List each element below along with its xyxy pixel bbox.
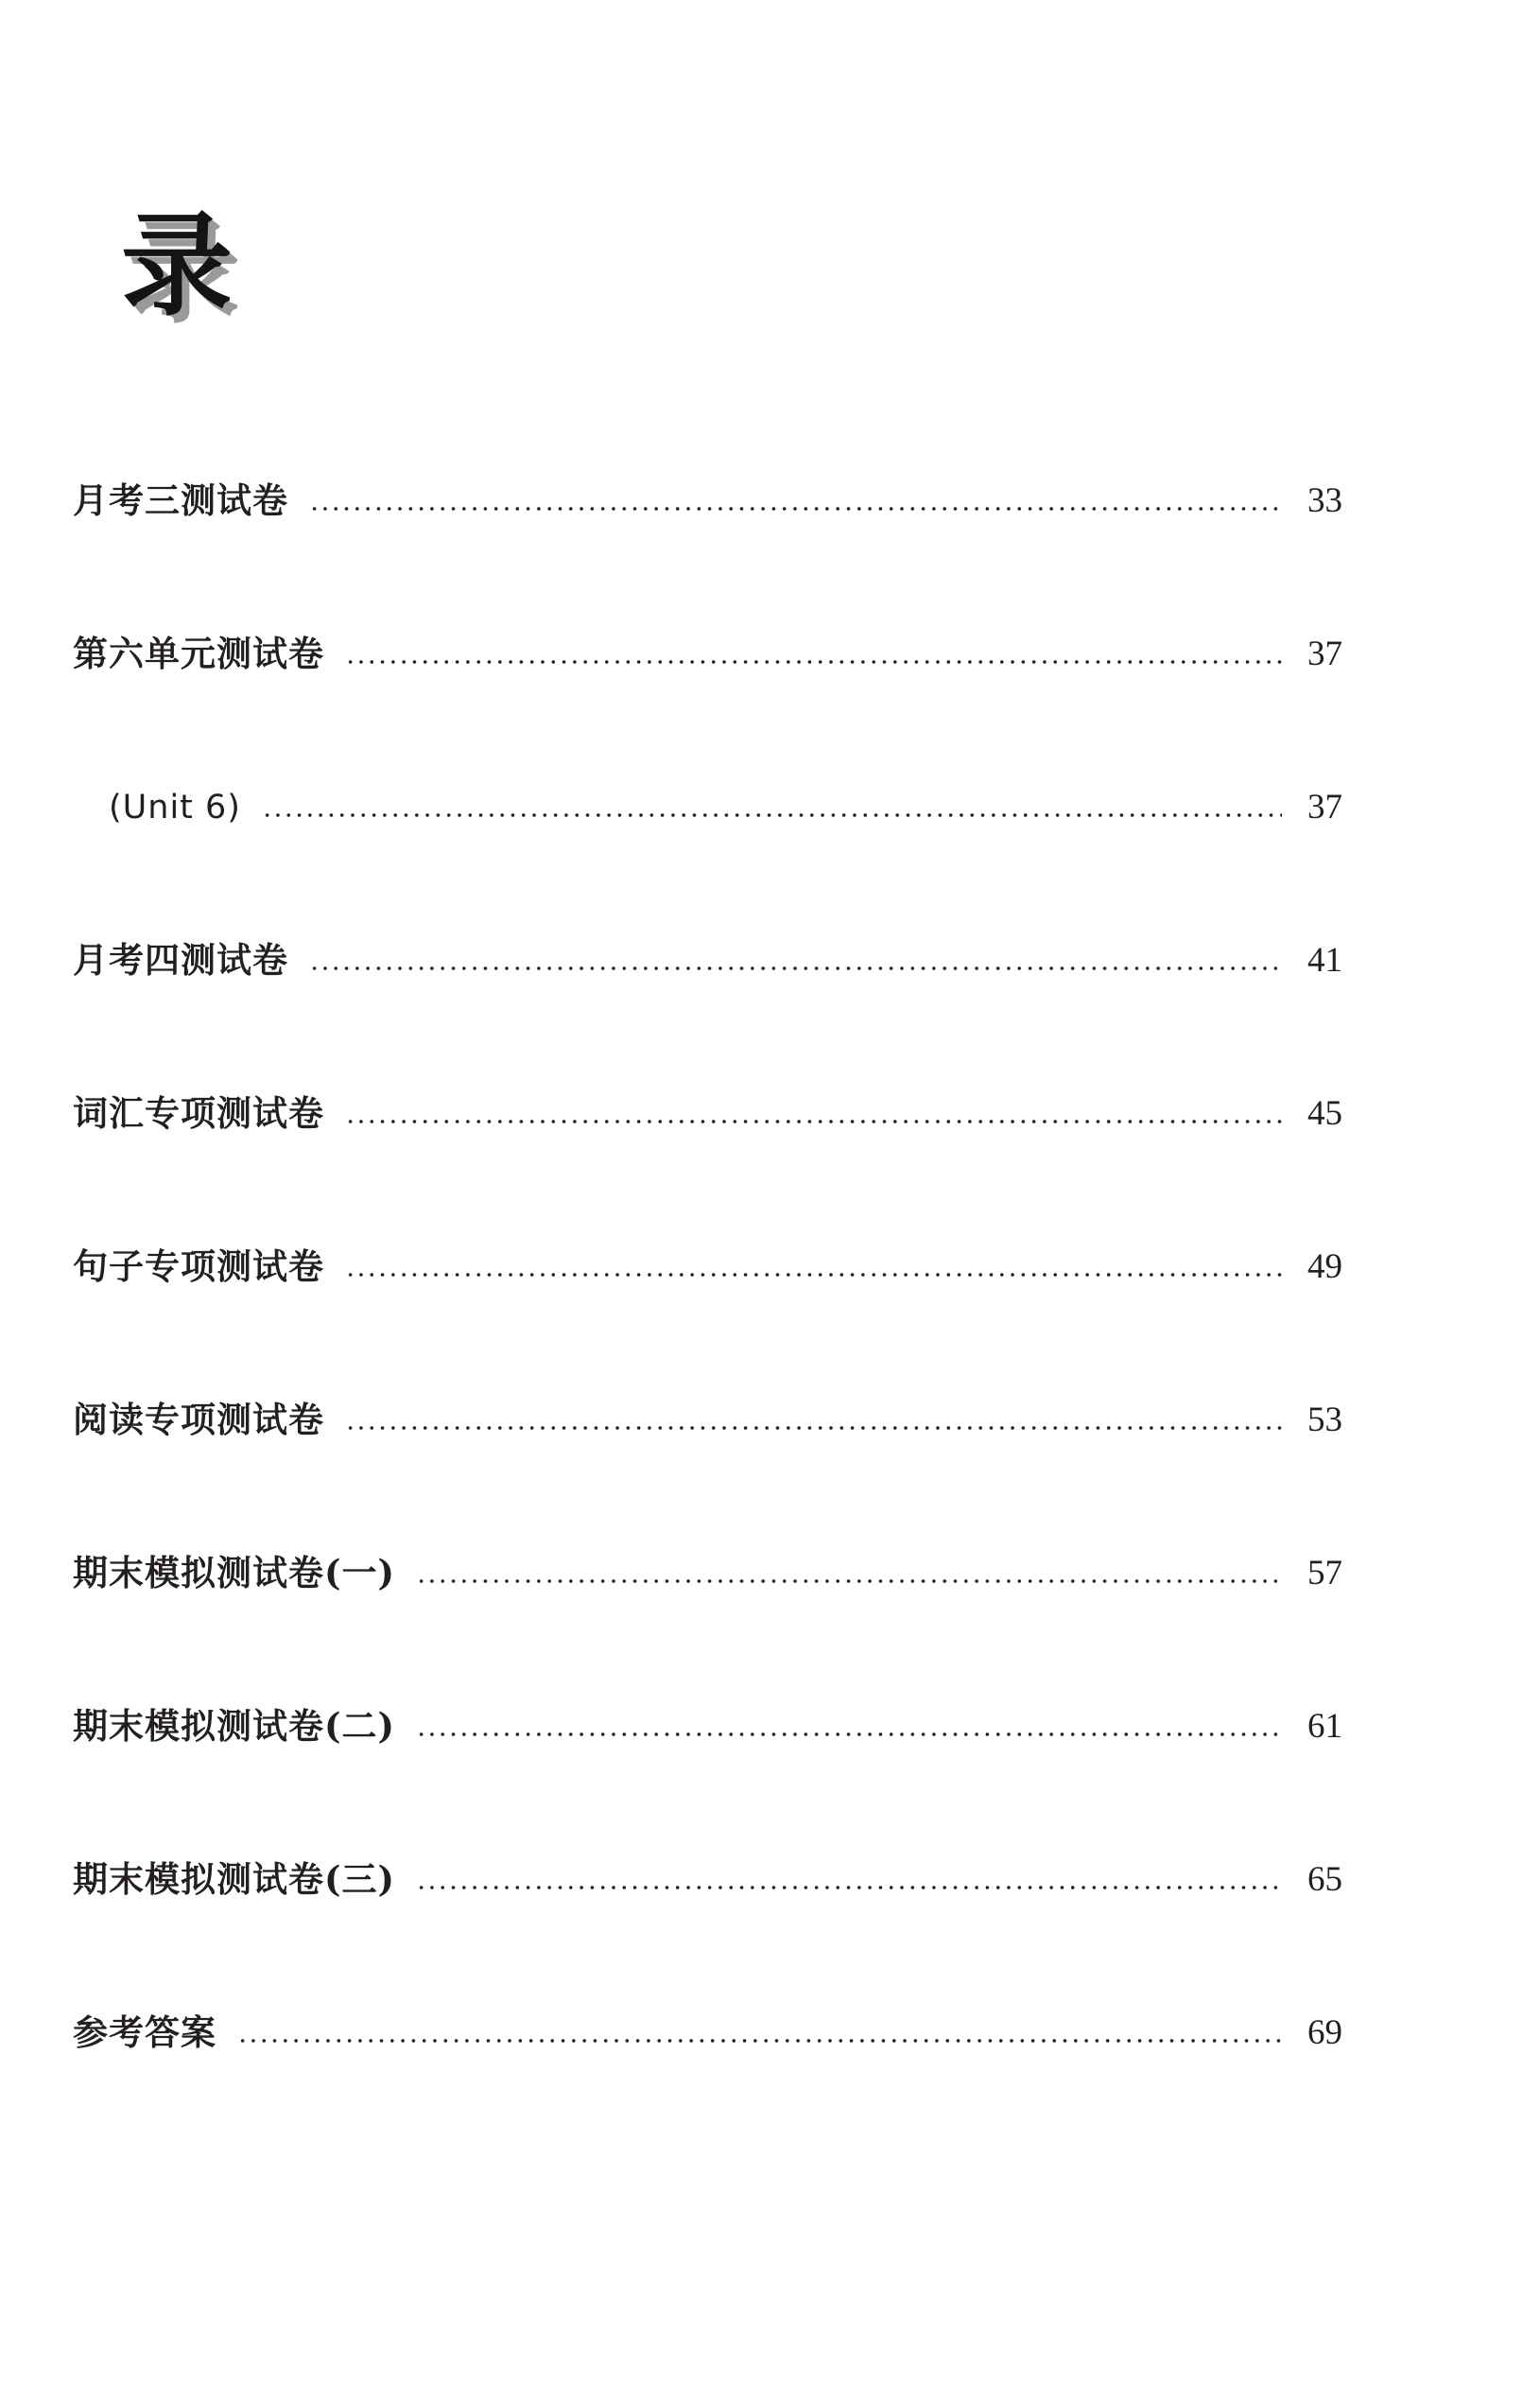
toc-dot-leader: [416, 1730, 1282, 1739]
toc-entry-page: 61: [1307, 1707, 1342, 1746]
toc-entry-title: (Unit 6): [109, 789, 241, 827]
toc-dot-leader: [345, 1423, 1282, 1433]
toc-entry-title: 月考四测试卷: [73, 939, 288, 981]
toc-dot-leader: [416, 1883, 1282, 1892]
toc-dot-leader: [345, 657, 1282, 667]
toc-entry[interactable]: [73, 825, 1342, 981]
toc-dot-leader: [345, 1270, 1282, 1279]
toc-dot-leader: [309, 504, 1282, 513]
toc-entry-page: 65: [1307, 1860, 1342, 1899]
toc-entry-page: 45: [1307, 1094, 1342, 1133]
toc-dot-leader: [416, 1576, 1282, 1586]
toc-entry-title: 第六单元测试卷: [73, 633, 324, 674]
table-of-contents: [73, 456, 1342, 2053]
toc-entry-page: 41: [1307, 941, 1342, 980]
toc-entry-title: 期末模拟测试卷(一): [73, 1552, 396, 1593]
toc-entry-page: 37: [1307, 788, 1342, 827]
toc-dot-leader: [345, 1117, 1282, 1126]
toc-entry-page: 57: [1307, 1554, 1342, 1593]
toc-entry-title: 句子专项测试卷: [73, 1245, 324, 1287]
toc-entry[interactable]: [73, 978, 1342, 1134]
toc-entry-title: 阅读专项测试卷: [73, 1399, 324, 1440]
toc-entry-title: 词汇专项测试卷: [73, 1092, 324, 1134]
toc-dot-leader: [309, 964, 1282, 973]
toc-entry[interactable]: [73, 1284, 1342, 1440]
toc-entry-page: 37: [1307, 635, 1342, 673]
toc-entry[interactable]: [73, 518, 1342, 674]
toc-entry[interactable]: [73, 456, 1342, 521]
toc-dot-leader: [262, 810, 1282, 820]
toc-entry-title: 参考答案: [73, 2011, 216, 2053]
toc-entry[interactable]: [73, 1744, 1342, 1900]
toc-entry-page: 49: [1307, 1247, 1342, 1286]
toc-entry-page: 33: [1307, 481, 1342, 520]
toc-entry-title: 月考三测试卷: [73, 479, 288, 521]
toc-entry[interactable]: [73, 1897, 1342, 2053]
toc-entry-title: 期末模拟测试卷(三): [73, 1858, 396, 1900]
toc-entry-title: 期末模拟测试卷(二): [73, 1705, 396, 1747]
toc-entry[interactable]: [73, 1591, 1342, 1747]
page-title: 录: [121, 200, 234, 331]
toc-entry[interactable]: [73, 1437, 1342, 1591]
toc-entry[interactable]: [73, 1131, 1342, 1287]
toc-entry-page: 69: [1307, 2013, 1342, 2052]
toc-entry-page: 53: [1307, 1401, 1342, 1439]
toc-subentry[interactable]: [73, 671, 1342, 825]
toc-dot-leader: [237, 2036, 1282, 2045]
